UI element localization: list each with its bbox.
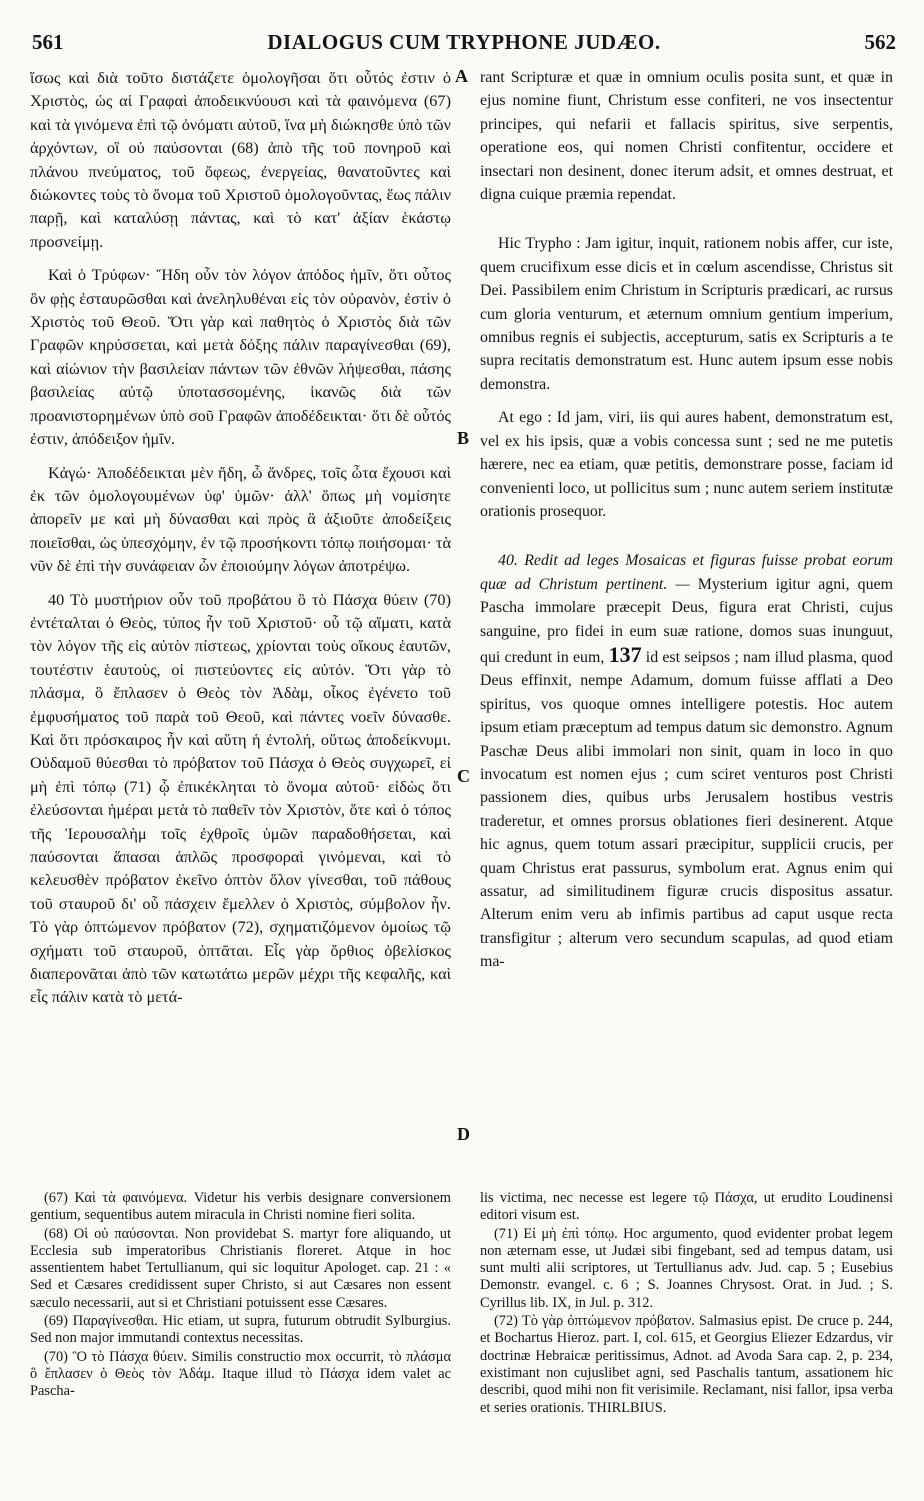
page-number-right: 562 bbox=[864, 30, 896, 54]
latin-paragraph: At ego : Id jam, viri, iis qui aures habent, demonstratum est, vel ex his ipsis, quæ a vobis concessa sunt ; sed ne me putetis hærere, nec ea etiam, quæ petitis, demonstrare posse, faciam id convenienti loco, ut pollicitus sum ; nunc autem seriem institutæ orationis prosequor. bbox=[480, 409, 893, 520]
footnotes-right bbox=[480, 1190, 893, 1490]
margin-marker-d: D bbox=[457, 1124, 470, 1144]
edition-page-number: 137 bbox=[608, 641, 642, 667]
chapter-40-paragraph bbox=[480, 549, 893, 973]
latin-paragraph: Hic Trypho : Jam igitur, inquit, rationem nobis affer, cur iste, quem crucifixum esse dicis et in cœlum ascendisse, Christus sit Dei. Passibilem enim Christum in Scripturis prædicari, ac rursus cum gloria venturum, et æternum omnium gentium imperium, omnibus regnis ei subjectis, accepturum, satis ex Scripturis a te supra recitatis demonstratum est. Hunc autem ipsum esse nobis demonstra. bbox=[480, 235, 893, 393]
greek-paragraph: ἴσως καὶ διὰ τοῦτο διστάζετε ὁμολογῆσαι ὅτι οὗτός ἐστιν ὁ Χριστὸς, ὡς αἱ Γραφαὶ ἀποδεικνύουσι καὶ τὰ φαινόμενα (67) καὶ τὰ γινόμενα ἐπὶ τῷ ὀνόματι αὐτοῦ, ἵνα μὴ διώκησθε ὑπὸ τῶν ἀρχόντων, οἳ οὐ παύσονται (68) ἀπὸ τῆς τοῦ πονηροῦ καὶ πλάνου πνεύματος, τοῦ ὄφεως, ἐνεργείας, θανατοῦντες καὶ διώκοντες τοὺς τὸ ὄνομα τοῦ Χριστοῦ ὁμολογοῦντας, ἕως πάλιν παρῇ, καὶ καταλύσῃ πάντας, καὶ τὸ κατ' ἀξίαν ἑκάστῳ προσνείμῃ. bbox=[30, 68, 451, 251]
footnote: (68) Οἱ οὐ παύσονται. Non providebat S. martyr fore aliquando, ut Ecclesia sub imperatoribus Christianis floreret. Atque in hoc assentientem habet Tertullianum, qui sic loquitur Apologet. cap. 21 : « Sed et Cæsares credidissent super Christo, si aut Cæsares non essent sæculo necessarii, aut si et Christiani potuissent esse Cæsares. bbox=[30, 1225, 451, 1311]
greek-paragraph: 40 Τὸ μυστήριον οὖν τοῦ προβάτου ὃ τὸ Πάσχα θύειν (70) ἐντέταλται ὁ Θεὸς, τύπος ἦν τοῦ Χριστοῦ· οὗ τῷ αἵματι, κατὰ τὸν λόγον τῆς εἰς αὐτὸν πίστεως, χρίονται τοὺς οἴκους ἑαυτῶν, τουτέστιν ἑαυτοὺς, οἱ πιστεύοντες εἰς αὐτόν. Ὅτι γὰρ τὸ πλάσμα, ὃ ἔπλασεν ὁ Θεὸς τὸν Ἀδὰμ, οἶκος ἐγένετο τοῦ ἐμφυσήματος τοῦ παρὰ τοῦ Θεοῦ, καὶ πάντες νοεῖν δύνασθε. Καὶ ὅτι πρόσκαιρος ἦν καὶ αὕτη ἡ ἐντολή, οὕτως ἀποδείκνυμι. Οὐδαμοῦ θύεσθαι τὸ πρόβατον τοῦ Πάσχα ὁ Θεὸς συγχωρεῖ, εἰ μὴ ἐπὶ τόπῳ (71) ᾧ ἐπικέκληται τὸ ὄνομα αὐτοῦ· εἰδὼς ὅτι ἐλεύσονται ἡμέραι μετὰ τὸ παθεῖν τὸν Χριστὸν, ὅτε καὶ ὁ τόπος τῆς Ἱερουσαλὴμ τοῖς ἐχθροῖς ὑμῶν παραδοθήσεται, καὶ παύσονται ἅπασαι ἁπλῶς προσφοραὶ γινόμεναι, καὶ τὸ κελευσθὲν πρόβατον ἐκεῖνο ὀπτὸν ὅλον γίνεσθαι, τοῦ πάθους τοῦ σταυροῦ δι' οὗ πάσχειν ἔμελλεν ὁ Χριστὸς, σύμβολον ἦν. Τὸ γὰρ ὀπτώμενον πρόβατον (72), σχηματιζόμενον ὁμοίως τῷ σχήματι τοῦ σταυροῦ, ὀπτᾶται. Εἷς γὰρ ὄρθιος ὀβελίσκος διαπερονᾶται ἀπὸ τῶν κατωτάτω μερῶν μέχρι τῆς κεφαλῆς, καὶ εἷς πάλιν κατὰ τὸ μετά- bbox=[30, 589, 451, 1007]
latin-paragraph: rant Scripturæ et quæ in omnium oculis posita sunt, et quæ in ejus nomine fiunt, Christum esse confiteri, ne vos insectentur principes, qui nefarii et fallacis spiritus, sive serpentis, operatione eos, qui nomen Christi confitentur, occidere et insectari non desinent, donec iterum adsit, et omnes destruat, et digna cuique præmia rependat. bbox=[480, 69, 893, 204]
running-header bbox=[32, 30, 896, 60]
page-number-left: 561 bbox=[32, 30, 64, 54]
footnote: (67) Καὶ τὰ φαινόμενα. Videtur his verbis designare conversionem gentium, sequentibus autem miracula in Christi nomine fieri solita. bbox=[30, 1190, 451, 1224]
chapter-40-text-b: id est seipsos ; nam illud plasma, quod Deus effinxit, nempe Adamum, domum fuisse afflati a Deo spiritus, vos quoque omnes intelligere potestis. Hoc autem ipsum etiam præceptum ad tempus datum sic demonstro. Agnum Paschæ Deus alibi immolari non sinit, quam in loco in quo invocatum est nomen ejus ; cum sciret venturos post Christi passionem dies, quibus urbs Jerusalem hostibus vestris traderetur, et omnes prorsus oblationes fieri desinerent. Atque hic agnus, quem totum assari præcipitur, supplicii crucis, per quam Christus erat passurus, symbolum erat. Agnus enim qui assatur, ad similitudinem figuræ crucis dispositus assatur. Alterum enim veru ab infimis partibus ad caput usque recta transfigitur ; alterum vero secundum scapulas, ad quod etiam ma- bbox=[480, 648, 893, 971]
greek-paragraph: Κἀγώ· Ἀποδέδεικται μὲν ἤδη, ὦ ἄνδρες, τοῖς ὦτα ἔχουσι καὶ ἐκ τῶν ὁμολογουμένων ὑφ' ὑμῶν· ἀλλ' ὅπως μὴ νομίσητε ἀπορεῖν με καὶ μὴ δύνασθαι καὶ πρὸς ἃ ἀξιοῦτε ἀποδείξεις ποιεῖσθαι, ὡς ὑπεσχόμην, ἐν τῷ προσήκοντι τόπῳ ποιήσομαι· τὰ νῦν δὲ ἐπὶ τὴν συνάφειαν ὧν ἐποιούμην λόγων ἀποτρέψω. bbox=[30, 462, 451, 576]
running-title: DIALOGUS CUM TRYPHONE JUDÆO. bbox=[267, 30, 661, 54]
footnote: (70) Ὃ τὸ Πάσχα θύειν. Similis constructio mox occurrit, τὸ πλάσμα ὃ ἔπλασεν ὁ Θεὸς τὸν Ἀδάμ. Itaque illud τὸ Πάσχα idem valet ac Pascha- bbox=[30, 1348, 451, 1400]
chapter-40-summary: 40. Redit ad leges Mosaicas et figuras fuisse probat eorum quæ ad Christum pertinent. — bbox=[480, 552, 893, 593]
latin-column bbox=[480, 66, 893, 1186]
margin-marker-c: C bbox=[457, 766, 470, 786]
footnote: (71) Εἰ μὴ ἐπὶ τόπῳ. Hoc argumento, quod evidenter probat legem non æternam esse, ut Judæi sibi fingebant, sed ad tempus datam, usi sunt multi alii scriptores, ut Tertullianus adv. Jud. cap. 5 ; Eusebius Demonstr. evangel. c. 6 ; S. Joannes Chrysost. Orat. in Jud. ; S. Cyrillus lib. IX, in Jul. p. 312. bbox=[480, 1225, 893, 1311]
footnote: lis victima, nec necesse est legere τῷ Πάσχα, ut erudito Loudinensi editori visum est. bbox=[480, 1190, 893, 1224]
chapter-40-text-a: Mysterium igitur agni, quem Pascha immolare præcepit Deus, figura erat Christi, cujus sanguine, pro fidei in eum suæ ratione, domos suas inunguut, qui credunt in eum, bbox=[480, 575, 893, 666]
footnotes-left bbox=[30, 1190, 451, 1490]
margin-marker-b: B bbox=[457, 428, 470, 448]
footnote: (69) Παραγίνεσθαι. Hic etiam, ut supra, futurum obtrudit Sylburgius. Sed non major immutandi contextus necessitas. bbox=[30, 1313, 451, 1347]
margin-marker-a: A bbox=[455, 66, 468, 86]
footnote: (72) Τὸ γὰρ ὀπτώμενον πρόβατον. Salmasius epist. De cruce p. 244, et Bochartus Hieroz. part. I, col. 615, et Georgius Eliezer Edzardus, vir doctrinæ Hebraicæ peritissimus, Adnot. ad Avoda Sara cap. 2, p. 234, existimant non cujuslibet agni, sed Paschalis tantum, assationem hic describi, quod mihi non fit verisimile. Reclamant, nisi fallor, ipsa verba et series orationis. THIRLBIUS. bbox=[480, 1313, 893, 1416]
greek-paragraph: Καὶ ὁ Τρύφων· Ἤδη οὖν τὸν λόγον ἀπόδος ἡμῖν, ὅτι οὗτος ὃν φῂς ἐσταυρῶσθαι καὶ ἀνεληλυθέναι εἰς τὸν οὐρανὸν, ἐστὶν ὁ Χριστὸς τοῦ Θεοῦ. Ὅτι γὰρ καὶ παθητὸς ὁ Χριστὸς διὰ τῶν Γραφῶν κηρύσσεται, καὶ μετὰ δόξης πάλιν παραγίνεσθαι (69), καὶ αἰώνιον τὴν βασιλείαν πάντων τῶν ἐθνῶν λήψεσθαι, πάσης βασιλείας αὐτῷ ὑποτασσομένης, ἱκανῶς διὰ τῶν προανιστορημένων ὑπὸ σοῦ Γραφῶν ἀποδέδεικται· ὅτι δὲ οὗτός ἐστιν, ἀπόδειξον ἡμῖν. bbox=[30, 265, 451, 449]
greek-column bbox=[30, 66, 451, 1186]
